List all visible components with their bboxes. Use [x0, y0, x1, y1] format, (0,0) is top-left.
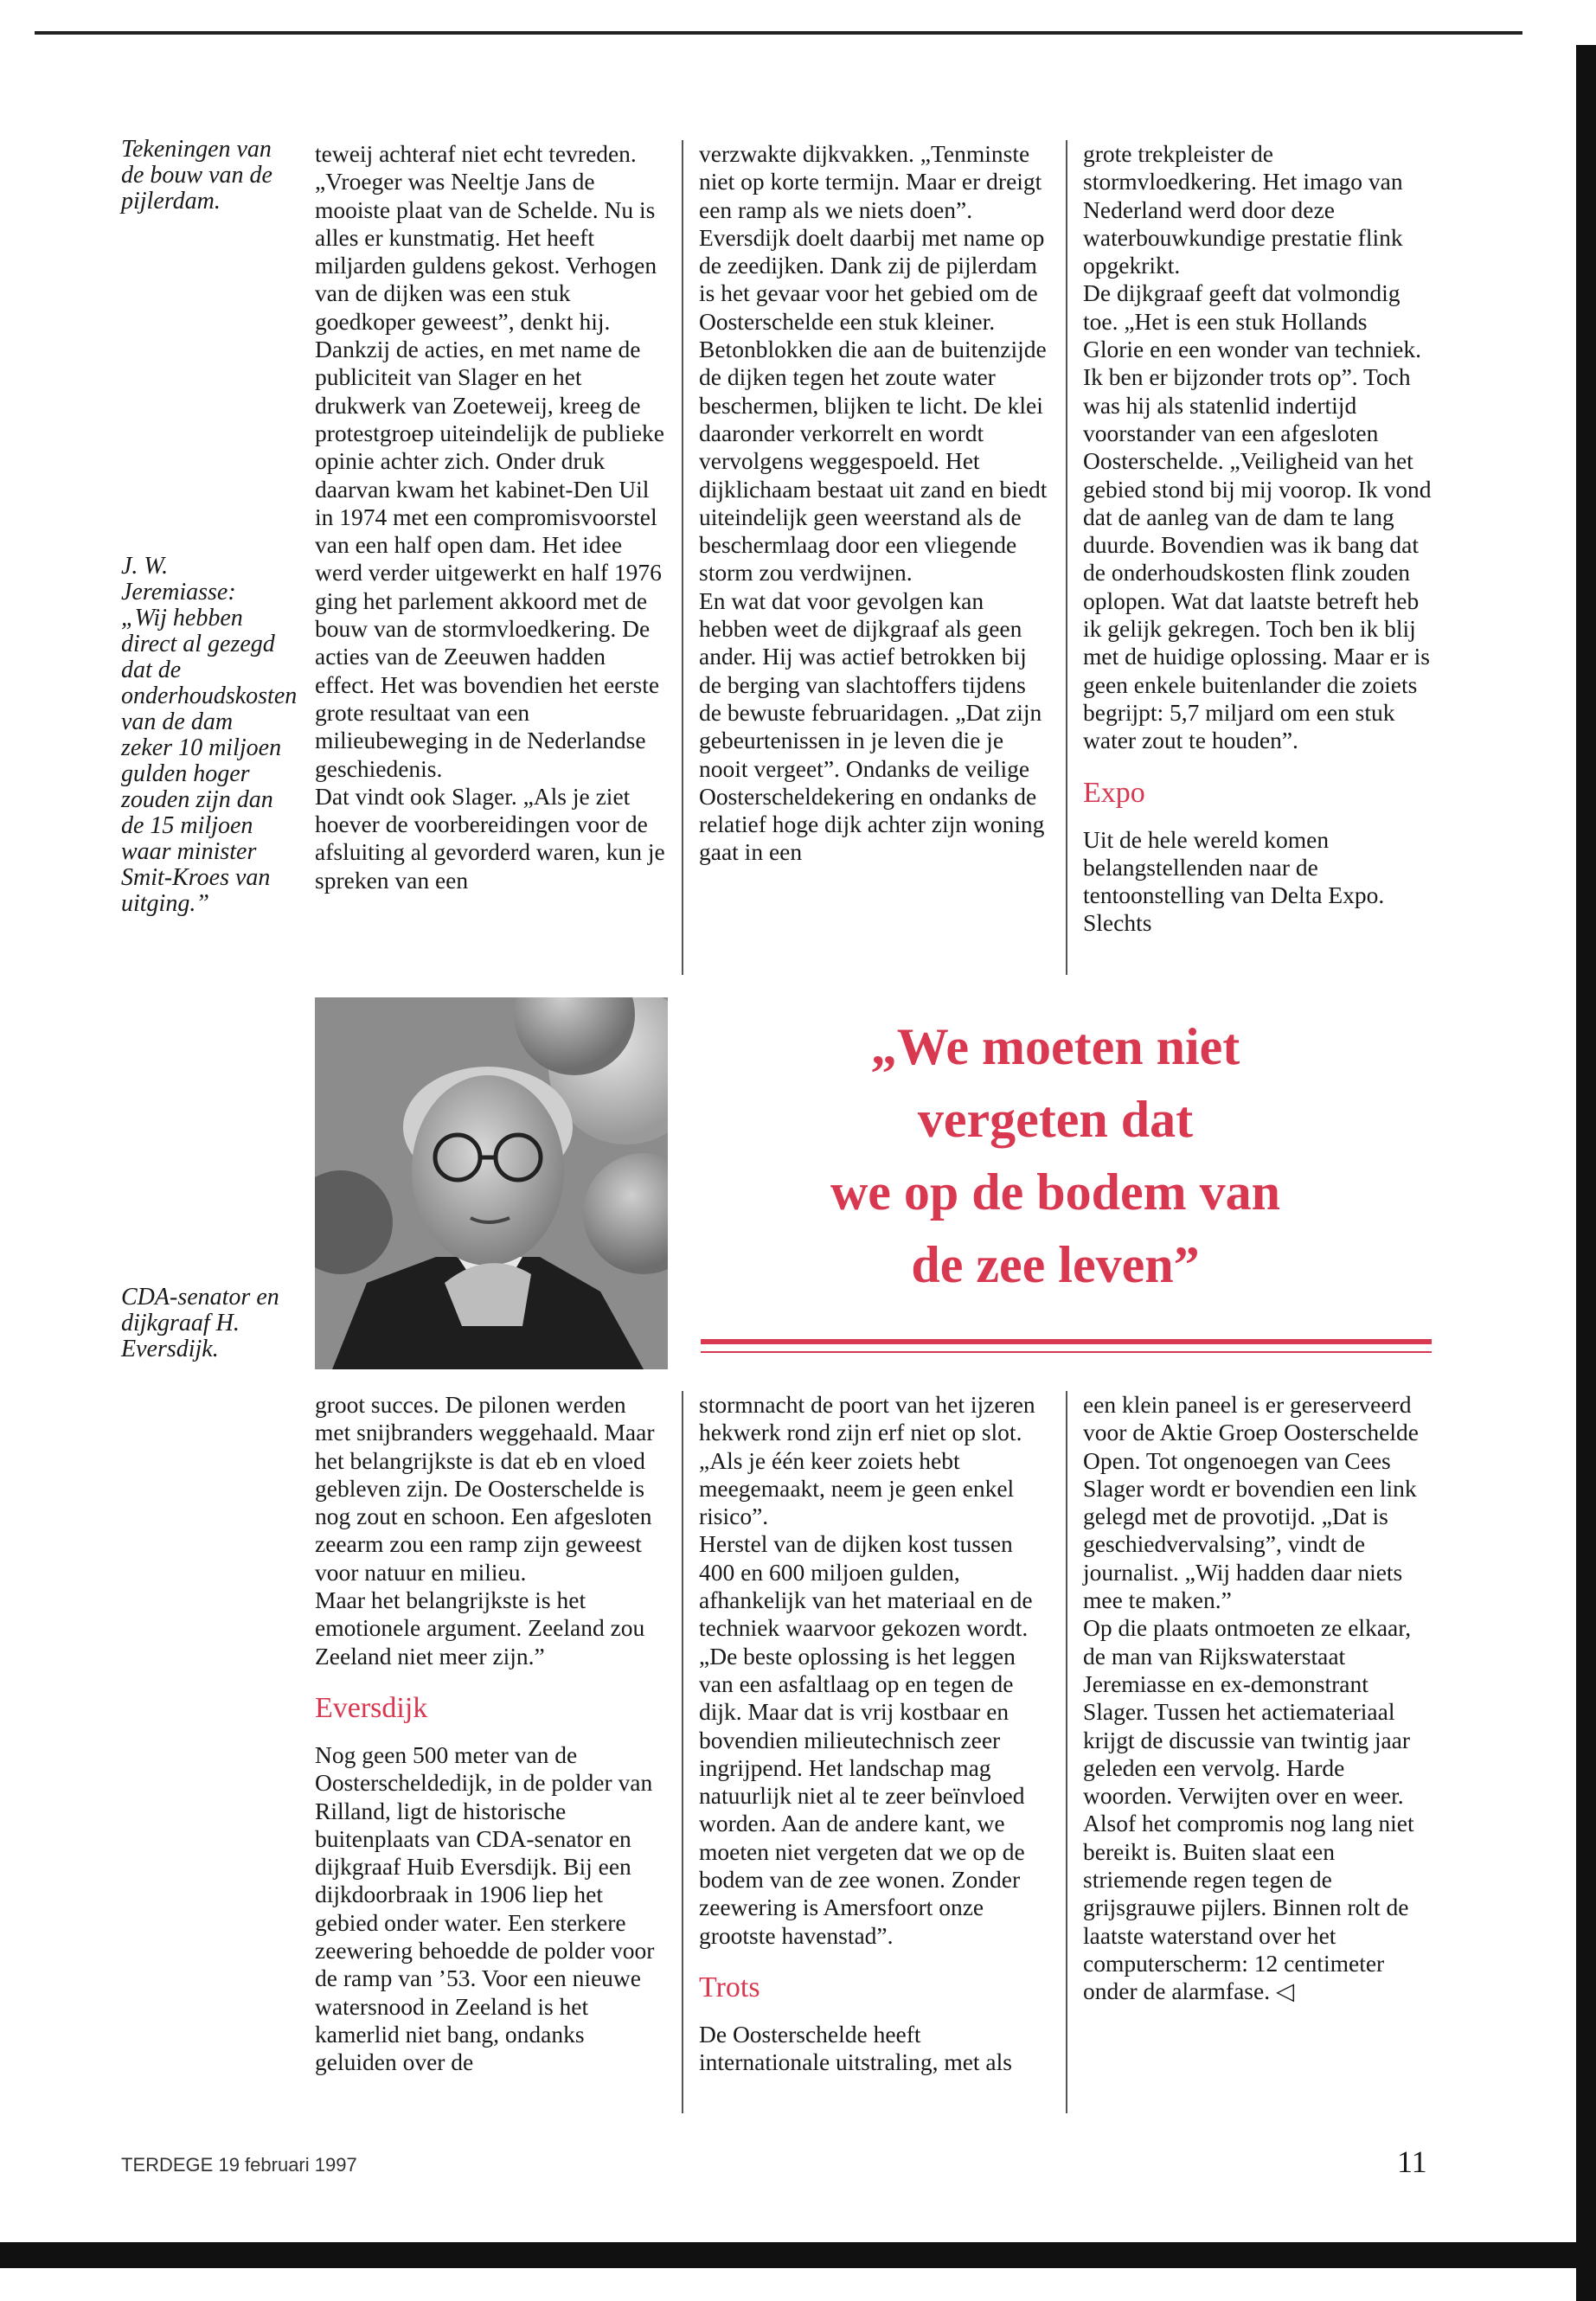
paragraph: Nog geen 500 meter van de Oosterscheldedijk, in de polder van Rilland, ligt de historische buitenplaats van CDA-senator en dijkgraaf Huib Eversdijk. Bij een dijkdoorbraak in 1906 liep het gebied onder water. Een sterkere zeewering behoedde de polder voor de ramp van ’53. Voor een nieuwe watersnood in Zeeland is het kamerlid niet bang, ondanks geluiden over de	[315, 1740, 655, 2076]
paragraph: En wat dat voor gevolgen kan hebben weet de dijkgraaf als geen ander. Hij was actief betrokken bij de berging van slachtoffers tijdens de bewuste februaridagen. „Dat zijn gebeurtenissen in je leven die je nooit vergeet”. Ondanks de veilige Oosterscheldekering en ondanks de relatief hoge dijk achter zijn woning gaat in een	[699, 586, 1045, 866]
scan-bottom-edge	[0, 2242, 1576, 2268]
paragraph: De Oosterschelde heeft internationale uitstraling, met als	[699, 2020, 1012, 2076]
portrait-photo	[315, 997, 668, 1369]
pull-quote-line: vergeten dat	[917, 1091, 1194, 1148]
paragraph: een klein paneel is er gereserveerd voor de Aktie Groep Oosterschelde Open. Tot ongenoegen van Cees Slager wordt er bovendien een link gelegd met de provotijd. „Dat is geschiedvervalsing”, vindt de journalist. „Wij hadden daar niets mee te maken.”	[1083, 1391, 1419, 1614]
column-divider	[682, 140, 683, 975]
column-divider	[1066, 1391, 1067, 2113]
paragraph: verzwakte dijkvakken. „Tenminste niet op korte termijn. Maar er dreigt een ramp als we niets doen”.	[699, 140, 1042, 223]
paragraph: groot succes. De pilonen werden met snijbranders weggehaald. Maar het belangrijkste is dat eb en vloed gebleven zijn. De Oosterschelde is nog zout en schoon. Een afgesloten zeearm zou een ramp zijn geweest voor natuur en milieu.	[315, 1391, 655, 1586]
pull-quote	[701, 1010, 1410, 1301]
pull-quote-rule-thin	[701, 1351, 1432, 1353]
portrait-illustration	[315, 997, 668, 1369]
column-divider	[682, 1391, 683, 2113]
column-divider	[1066, 140, 1067, 975]
paragraph: Uit de hele wereld komen belangstellenden naar de tentoonstelling van Delta Expo. Slechts	[1083, 825, 1385, 937]
paragraph: De dijkgraaf geeft dat volmondig toe. „Het is een stuk Hollands Glorie en een wonder van techniek. Ik ben er bijzonder trots op”. Toch was hij als statenlid indertijd voorstander van een afgesloten Oosterschelde. „Veiligheid van het gebied stond bij mij voorop. Ik vond dat de aanleg van de dam te lang duurde. Bovendien was ik bang dat de onderhoudskosten flink zouden oplopen. Wat dat laatste betreft heb ik gelijk gekregen. Toch ben ik blij met de huidige oplossing. Maar er is geen enkele buitenlander die zoiets begrijpt: 5,7 miljard om een stuk water zout te houden”.	[1083, 279, 1432, 754]
article-column-bottom-3	[1083, 1391, 1433, 2006]
scan-edge	[1576, 45, 1596, 2301]
article-column-top-1	[315, 140, 665, 894]
pull-quote-line: „We moeten niet	[870, 1018, 1240, 1075]
section-heading-eversdijk: Eversdijk	[315, 1691, 428, 1724]
section-heading-trots: Trots	[699, 1971, 760, 2003]
page-number: 11	[1397, 2144, 1427, 2179]
pull-quote-line: de zee leven”	[911, 1236, 1200, 1293]
paragraph: Herstel van de dijken kost tussen 400 en 600 miljoen gulden, afhankelijk van het materiaal en de techniek waarvoor gekozen wordt. „De beste oplossing is het leggen van een asfaltlaag op en tegen de dijk. Maar dat is vrij kostbaar en bovendien milieutechnisch zeer ingrijpend. Het landschap mag natuurlijk niet al te zeer beïnvloed worden. Aan de andere kant, we moeten niet vergeten dat we op de bodem van de zee wonen. Zonder zeewering is Amersfoort onze grootste havenstad”.	[699, 1530, 1033, 1949]
paragraph: teweij achteraf niet echt tevreden. „Vroeger was Neeltje Jans de mooiste plaat van de Schelde. Nu is alles er kunstmatig. Het heeft miljarden guldens gekost. Verhogen van de dijken was een stuk goedkoper geweest”, denkt hij.	[315, 140, 657, 335]
article-column-bottom-1	[315, 1391, 665, 2077]
paragraph: Dat vindt ook Slager. „Als je ziet hoever de voorbereidingen voor de afsluiting al gevorderd waren, kun je spreken van een	[315, 782, 665, 894]
paragraph: Op die plaats ontmoeten ze elkaar, de man van Rijkswaterstaat Jeremiasse en ex-demonstrant Slager. Tussen het actiemateriaal krijgt de discussie van twintig jaar geleden een vervolg. Harde woorden. Verwijten over en weer. Alsof het compromis nog lang niet bereikt is. Buiten slaat een striemende regen tegen de grijsgrauwe pijlers. Binnen rolt de laatste waterstand over het computerscherm: 12 centimeter onder de alarmfase. ◁	[1083, 1614, 1414, 2005]
caption-jeremiasse: J. W. Jeremiasse: „Wij hebben direct al gezegd dat de onderhoudskosten van de dam zeker 10 miljoen gulden hoger zouden zijn dan de 15 miljoen waar minister Smit-Kroes van uitging.”	[121, 553, 298, 917]
caption-eversdijk: CDA-senator en dijkgraaf H. Eversdijk.	[121, 1284, 279, 1362]
article-column-bottom-2	[699, 1391, 1049, 2077]
caption-drawings: Tekeningen van de bouw van de pijlerdam.	[121, 136, 272, 215]
paragraph: Eversdijk doelt daarbij met name op de zeedijken. Dank zij de pijlerdam is het gevaar voor het gebied om de Oosterschelde een stuk kleiner. Betonblokken die aan de buitenzijde de dijken tegen het zoute water beschermen, blijken te licht. De klei daaronder verkorrelt en wordt vervolgens weggespoeld. Het dijklichaam bestaat uit zand en biedt uiteindelijk geen weerstand als de beschermlaag door een vliegende storm zou verdwijnen.	[699, 223, 1048, 586]
pull-quote-line: we op de bodem van	[830, 1163, 1281, 1221]
paragraph: stormnacht de poort van het ijzeren hekwerk rond zijn erf niet op slot. „Als je één keer zoiets hebt meegemaakt, neem je geen enkel risico”.	[699, 1391, 1035, 1530]
article-column-top-3	[1083, 140, 1433, 938]
paragraph: Maar het belangrijkste is het emotionele argument. Zeeland zou Zeeland niet meer zijn.”	[315, 1586, 645, 1670]
paragraph: Dankzij de acties, en met name de publiciteit van Slager en het drukwerk van Zoeteweij, kreeg de protestgroep uiteindelijk de publieke opinie achter zich. Onder druk daarvan kwam het kabinet-Den Uil in 1974 met een compromisvoorstel van een half open dam. Het idee werd verder uitgewerkt en half 1976 ging het parlement akkoord met de bouw van de stormvloedkering. De acties van de Zeeuwen hadden effect. Het was bovendien het eerste grote resultaat van een milieubeweging in de Nederlandse geschiedenis.	[315, 336, 664, 782]
paragraph: grote trekpleister de stormvloedkering. Het imago van Nederland werd door deze waterbouwkundige prestatie flink opgekrikt.	[1083, 140, 1403, 279]
section-heading-expo: Expo	[1083, 776, 1145, 809]
publication-footer: TERDEGE 19 februari 1997	[121, 2154, 357, 2176]
top-rule	[35, 31, 1522, 35]
pull-quote-rule	[701, 1339, 1432, 1344]
article-column-top-2	[699, 140, 1049, 867]
